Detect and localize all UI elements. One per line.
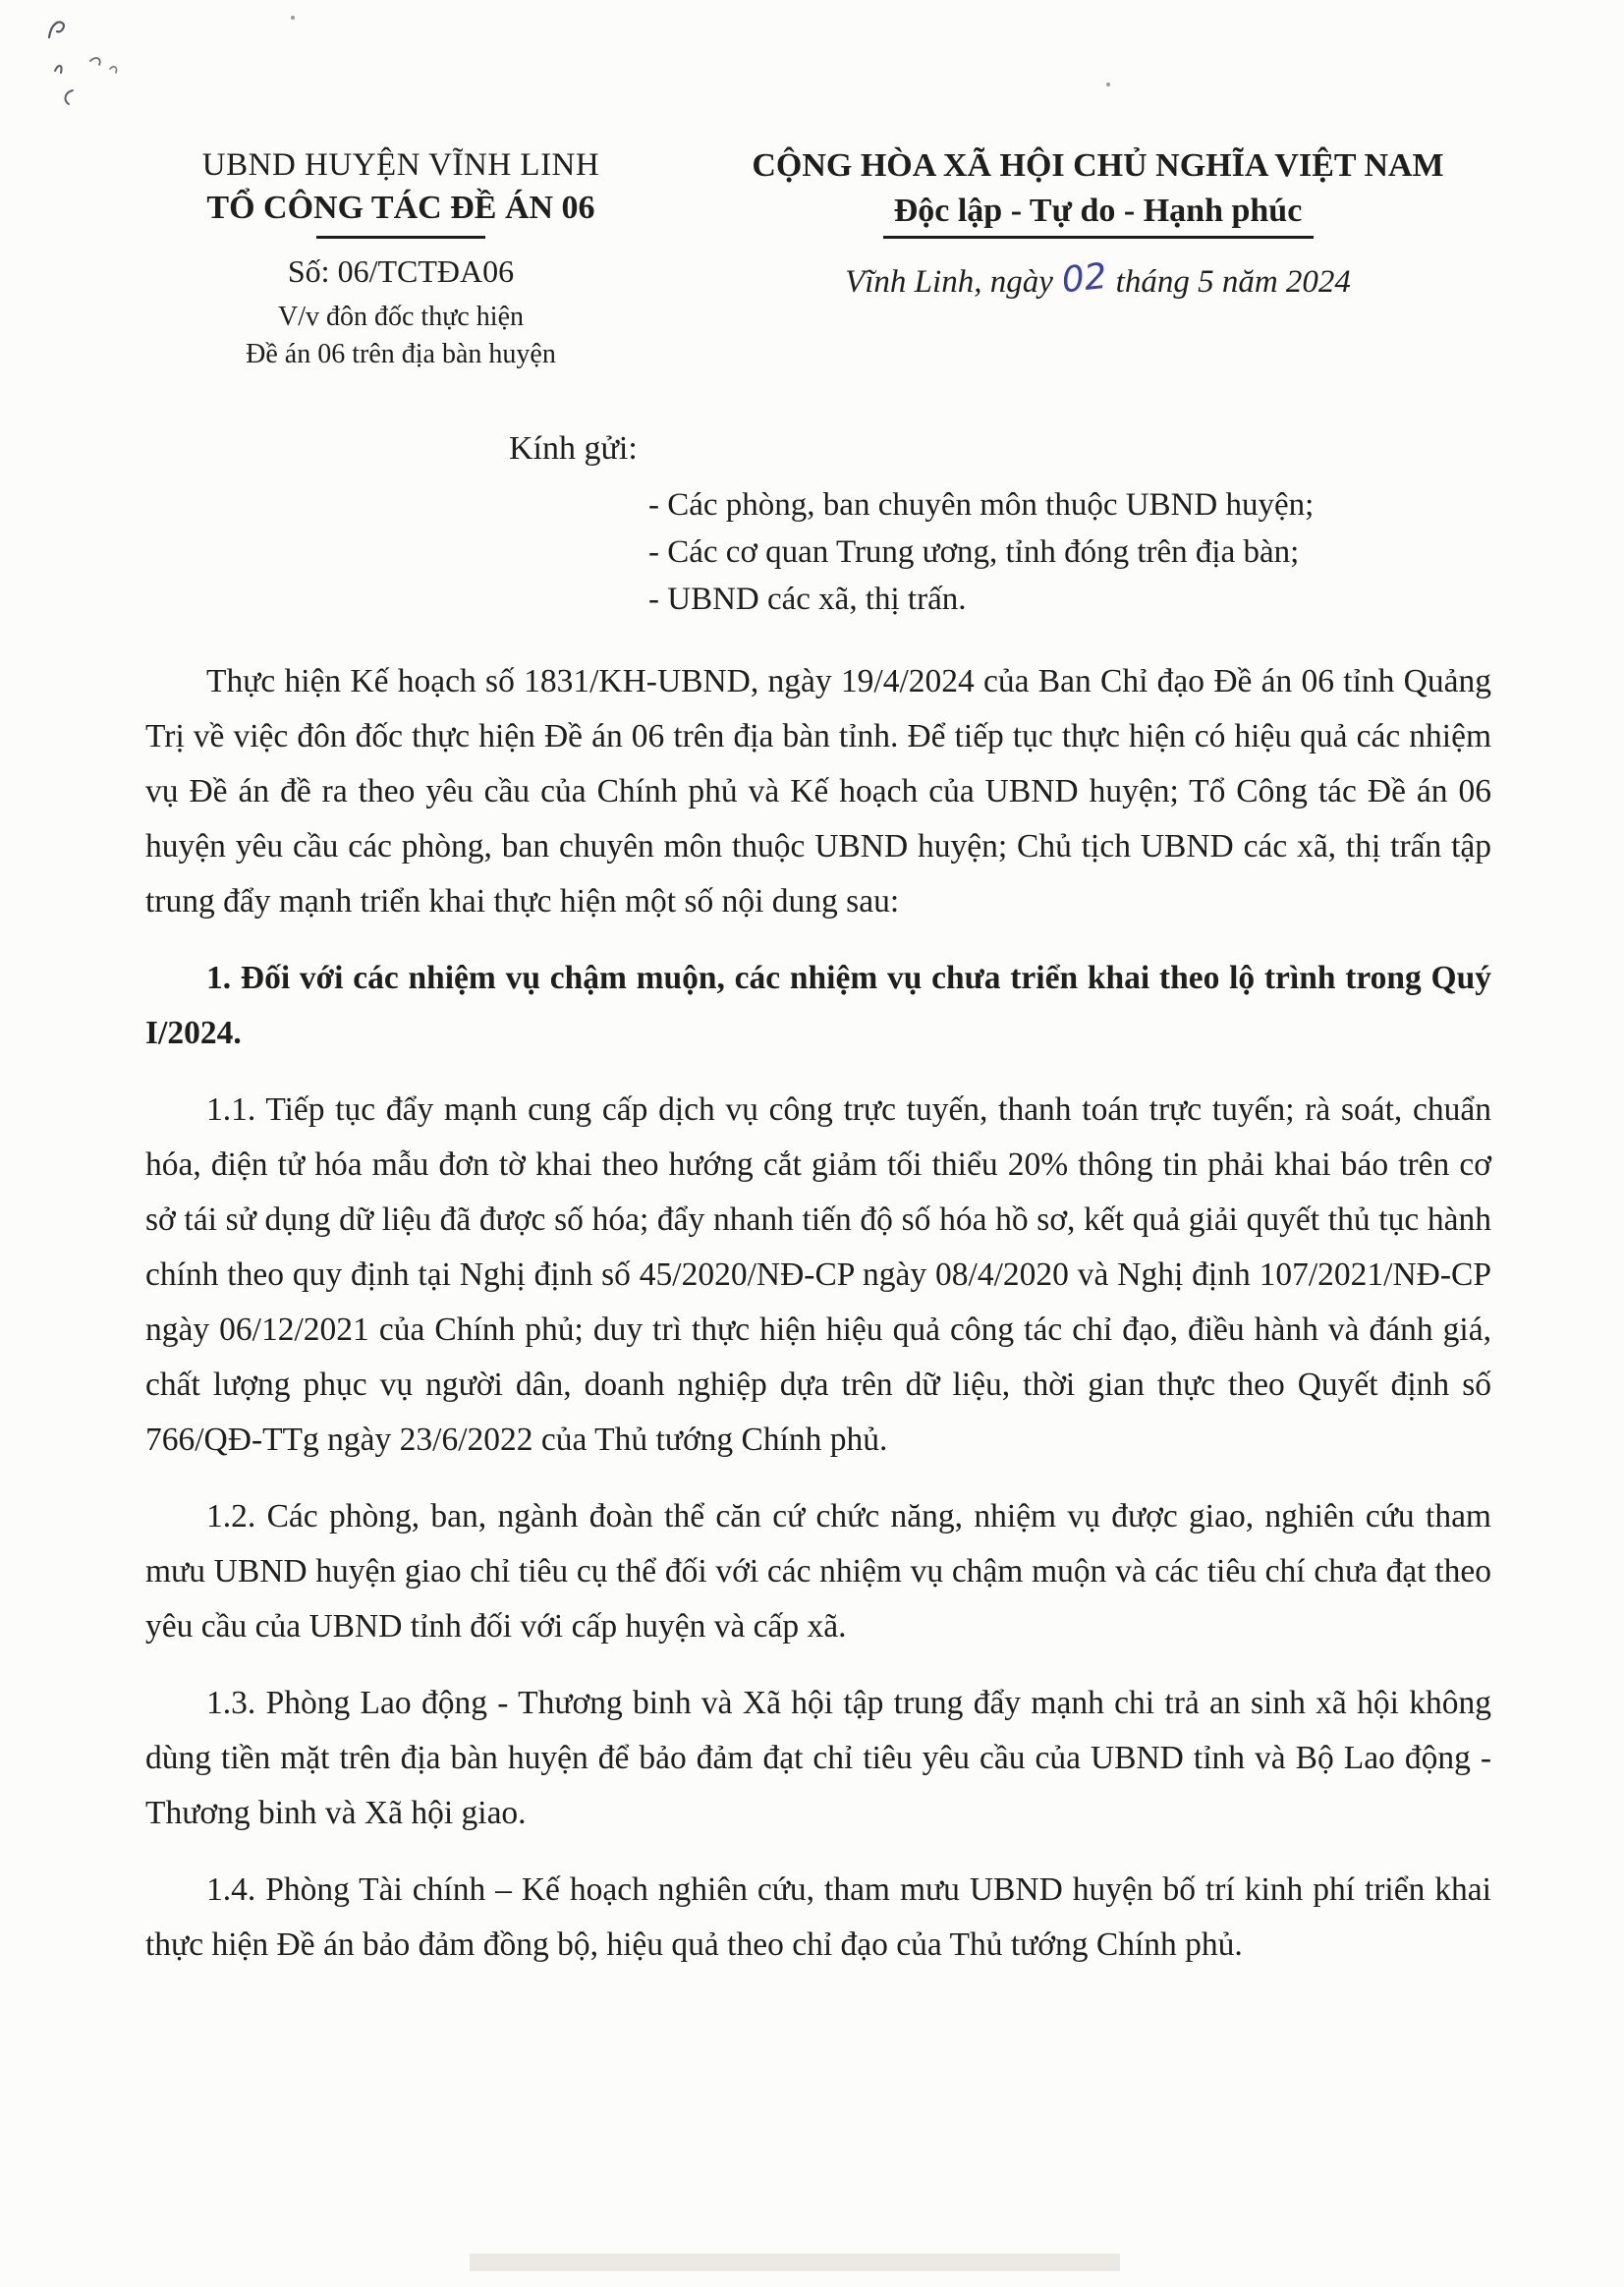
document-subject [145, 299, 656, 373]
subject-line-2: Đề án 06 trên địa bàn huyện [246, 339, 556, 369]
recipient-item: - UBND các xã, thị trấn. [648, 582, 967, 617]
section-1-heading: 1. Đối với các nhiệm vụ chậm muộn, các nhiệm vụ chưa triển khai theo lộ trình trong Quý I/2024. [145, 960, 1491, 1051]
scan-speck [291, 16, 295, 20]
salutation-label: Kính gửi: [509, 430, 638, 467]
paragraph-1-1: 1.1. Tiếp tục đẩy mạnh cung cấp dịch vụ công trực tuyến, thanh toán trực tuyến; rà soát, chuẩn hóa, điện tử hóa mẫu đơn tờ khai theo hướng cắt giảm tối thiểu 20% thông tin phải khai báo trên cơ sở tái sử dụng dữ liệu đã được số hóa; đẩy nhanh tiến độ số hóa hồ sơ, kết quả giải quyết thủ tục hành chính theo quy định tại Nghị định số 45/2020/NĐ-CP ngày 08/4/2020 và Nghị định 107/2021/NĐ-CP ngày 06/12/2021 của Chính phủ; duy trì thực hiện hiệu quả công tác chỉ đạo, điều hành và đánh giá, chất lượng phục vụ người dân, doanh nghiệp dựa trên dữ liệu, thời gian thực theo Quyết định số 766/QĐ-TTg ngày 23/6/2022 của Thủ tướng Chính phủ. [145, 1091, 1491, 1458]
pen-mark-artifact [51, 51, 120, 79]
issuing-body-block [145, 147, 656, 373]
handwritten-day: 02 [1059, 255, 1109, 302]
pen-mark-artifact [43, 14, 73, 43]
paragraph-1-4: 1.4. Phòng Tài chính – Kế hoạch nghiên cứu, tham mưu UBND huyện bố trí kinh phí triển khai thực hiện Đề án bảo đảm đồng bộ, hiệu quả theo chỉ đạo của Thủ tướng Chính phủ. [145, 1871, 1491, 1963]
org-name-underline [316, 236, 485, 239]
paragraph-1-3: 1.3. Phòng Lao động - Thương binh và Xã hội tập trung đẩy mạnh chi trả an sinh xã hội không dùng tiền mặt trên địa bàn huyện để bảo đảm đạt chỉ tiêu yêu cầu của UBND tỉnh và Bộ Lao động - Thương binh và Xã hội giao. [145, 1685, 1491, 1831]
pen-mark-artifact [57, 84, 83, 110]
issuing-org-name: TỔ CÔNG TÁC ĐỀ ÁN 06 [206, 190, 595, 226]
date-prefix: Vĩnh Linh, ngày [845, 264, 1053, 300]
recipient-item: - Các cơ quan Trung ương, tỉnh đóng trên địa bàn; [648, 534, 1300, 570]
national-title: CỘNG HÒA XÃ HỘI CHỦ NGHĨA VIỆT NAM [752, 147, 1444, 184]
document-body [145, 654, 1491, 1994]
place-date-line [678, 255, 1518, 302]
recipient-item: - Các phòng, ban chuyên môn thuộc UBND huyện; [648, 487, 1315, 523]
national-heading-block [678, 147, 1518, 301]
subject-line-1: V/v đôn đốc thực hiện [277, 302, 525, 332]
national-motto: Độc lập - Tự do - Hạnh phúc [893, 193, 1303, 229]
recipient-list [648, 481, 1314, 623]
date-suffix: tháng 5 năm 2024 [1115, 264, 1351, 300]
intro-paragraph: Thực hiện Kế hoạch số 1831/KH-UBND, ngày 19/4/2024 của Ban Chỉ đạo Đề án 06 tỉnh Quảng Trị về việc đôn đốc thực hiện Đề án 06 trên địa bàn tỉnh. Để tiếp tục thực hiện có hiệu quả các nhiệm vụ Đề án đề ra theo yêu cầu của Chính phủ và Kế hoạch của UBND huyện; Tổ Công tác Đề án 06 huyện yêu cầu các phòng, ban chuyên môn thuộc UBND huyện; Chủ tịch UBND các xã, thị trấn tập trung đẩy mạnh triển khai thực hiện một số nội dung sau: [145, 663, 1491, 920]
document-number: Số: 06/TCTĐA06 [287, 253, 515, 289]
scanner-shadow-band [470, 2254, 1120, 2271]
parent-org-name: UBND HUYỆN VĨNH LINH [201, 147, 600, 183]
scan-speck [1106, 83, 1110, 86]
motto-underline [883, 236, 1314, 239]
paragraph-1-2: 1.2. Các phòng, ban, ngành đoàn thể căn cứ chức năng, nhiệm vụ được giao, nghiên cứu tham mưu UBND huyện giao chỉ tiêu cụ thể đối với các nhiệm vụ chậm muộn và các tiêu chí chưa đạt theo yêu cầu của UBND tỉnh đối với cấp huyện và cấp xã. [145, 1498, 1491, 1645]
